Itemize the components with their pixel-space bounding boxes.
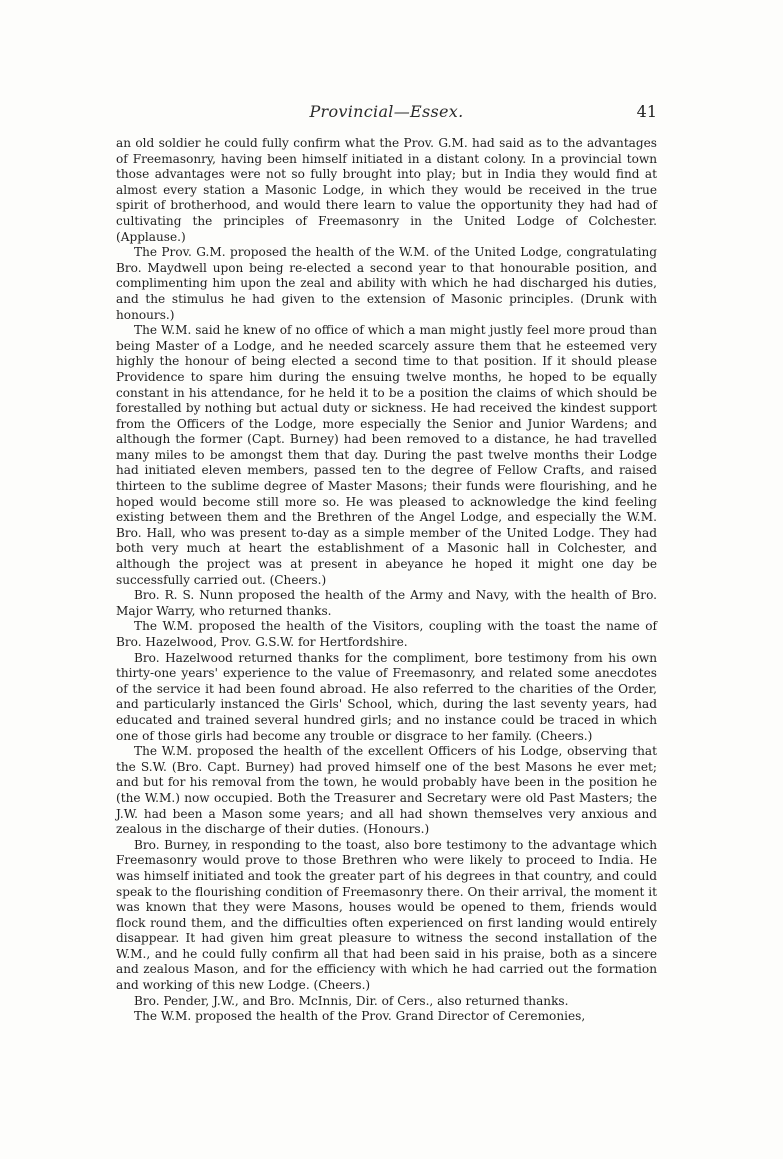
body-text bbox=[116, 136, 657, 1025]
paragraph: an old soldier he could fully confirm what the Prov. G.M. had said as to the advantages of Freemasonry, having been himself initiated in a distant colony. In a provincial town those advantages were not so fully brought into play; but in India they would find at almost every station a Masonic Lodge, in which they would be received in the true spirit of brotherhood, and would there learn to value the opportunity they had had of cultivating the principles of Freemasonry in the United Lodge of Colchester. (Applause.) bbox=[116, 136, 657, 244]
paragraph: The W.M. proposed the health of the Prov. Grand Director of Ceremonies, bbox=[134, 1009, 586, 1024]
page-number: 41 bbox=[636, 102, 657, 121]
paragraph: Bro. Burney, in responding to the toast, also bore testimony to the advantage which Freemasonry would prove to those Brethren who were likely to proceed to India. He was himself initiated and took the greater part of his degrees in that country, and could speak to the flourishing condition of Freemasonry there. On their arrival, the moment it was known that they were Masons, houses would be opened to them, friends would flock round them, and the difficulties often experienced on first landing would entirely disappear. It had given him great pleasure to witness the second installation of the W.M., and he could fully confirm all that had been said in his praise, both as a sincere and zealous Mason, and for the efficiency with which he had carried out the formation and working of this new Lodge. (Cheers.) bbox=[116, 837, 657, 993]
paragraph: The W.M. proposed the health of the Visitors, coupling with the toast the name of Bro. Hazelwood, Prov. G.S.W. for Hertfordshire. bbox=[116, 619, 657, 649]
paragraph: The W.M. said he knew of no office of which a man might justly feel more proud than being Master of a Lodge, and he needed scarcely assure them that he esteemed very highly the honour of being elected a second time to that position. If it should please Providence to spare him during the ensuing twelve months, he hoped to be equally constant in his attendance, for he held it to be a position the claims of which should be forestalled by nothing but actual duty or sickness. He had received the kindest support from the Officers of the Lodge, more especially the Senior and Junior Wardens; and although the former (Capt. Burney) had been removed to a distance, he had travelled many miles to be amongst them that day. During the past twelve months their Lodge had initiated eleven members, passed ten to the degree of Fellow Crafts, and raised thirteen to the sublime degree of Master Masons; their funds were flourishing, and he hoped would become still more so. He was pleased to acknowledge the kind feeling existing between them and the Brethren of the Angel Lodge, and especially the W.M. Bro. Hall, who was present to-day as a simple member of the United Lodge. They had both very much at heart the establishment of a Masonic hall in Colchester, and although the project was at present in abeyance he hoped it might one day be successfully carried out. (Cheers.) bbox=[116, 323, 657, 587]
paragraph: Bro. Pender, J.W., and Bro. McInnis, Dir. of Cers., also returned thanks. bbox=[134, 993, 569, 1008]
paragraph: Bro. R. S. Nunn proposed the health of the Army and Navy, with the health of Bro. Major Warry, who returned thanks. bbox=[116, 588, 657, 618]
page-header bbox=[116, 102, 657, 124]
running-head: Provincial—Essex. bbox=[309, 102, 464, 121]
paragraph: The W.M. proposed the health of the excellent Officers of his Lodge, observing that the S.W. (Bro. Capt. Burney) had proved himself one of the best Masons he ever met; and but for his removal from the town, he would probably have been in the position he (the W.M.) now occupied. Both the Treasurer and Secretary were old Past Masters; the J.W. had been a Mason some years; and all had shown themselves very anxious and zealous in the discharge of their duties. (Honours.) bbox=[116, 744, 657, 837]
paragraph: The Prov. G.M. proposed the health of the W.M. of the United Lodge, congratulating Bro. Maydwell upon being re-elected a second year to that honourable position, and complimenting him upon the zeal and ability with which he had discharged his duties, and the stimulus he had given to the extension of Masonic principles. (Drunk with honours.) bbox=[116, 245, 657, 322]
paragraph: Bro. Hazelwood returned thanks for the compliment, bore testimony from his own thirty-one years' experience to the value of Freemasonry, and related some anecdotes of the service it had been found abroad. He also referred to the charities of the Order, and particularly instanced the Girls' School, which, during the last seventy years, had educated and trained several hundred girls; and no instance could be traced in which one of those girls had become any trouble or disgrace to her family. (Cheers.) bbox=[116, 650, 657, 743]
